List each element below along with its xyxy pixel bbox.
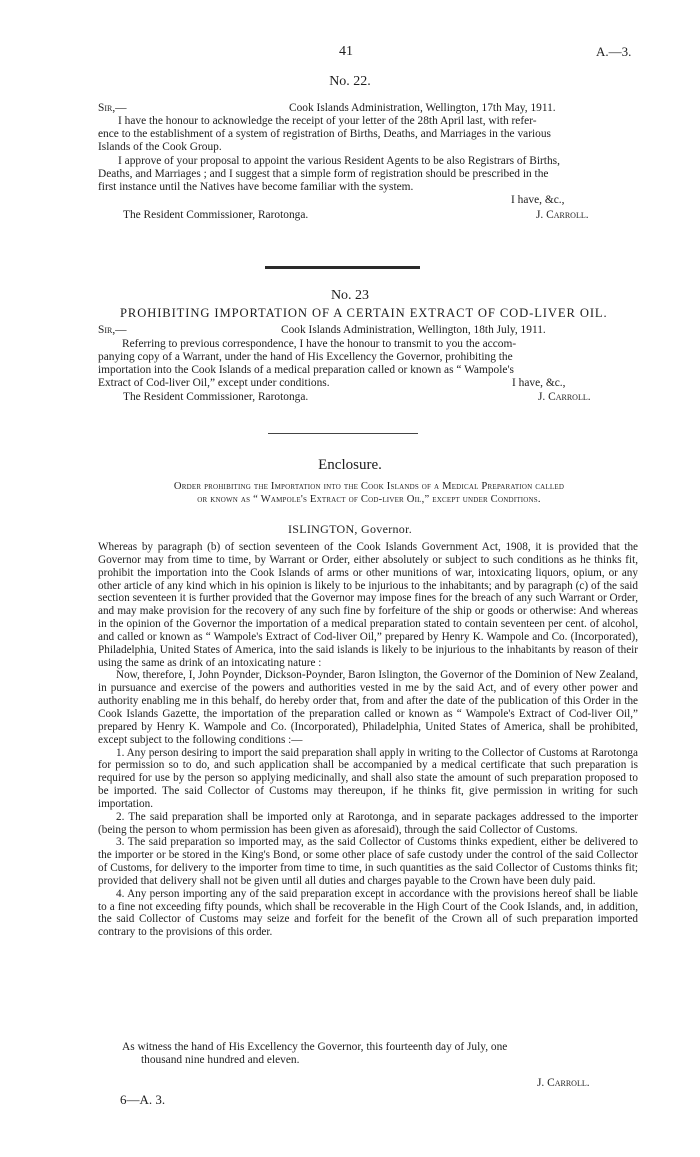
letter-22-line: ence to the establishment of a system of registration of Births, Deaths, and Marriages in the various <box>98 128 551 140</box>
letter-22-line: I have the honour to acknowledge the receipt of your letter of the 28th April last, with refer- <box>118 115 537 127</box>
order-recital-paragraph: Whereas by paragraph (b) of section seventeen of the Cook Islands Government Act, 1908, it is provided that the Governor may from time to time, by Warrant or Order, either absolutely or subject to such conditions as he thinks fit, prohibit the importation into the Cook Islands of arms or other munitions of war, intoxicating liquors, opium, or any other article of any kind which in his opinion is likely to be injurious to the inhabitants; and by paragraph (c) of the said section seventeen it is further provided that the Governor may impose fines for the breach of any such Warrant or Order, and may make provision for the recovery of any such fine by forfeiture of the ship or goods or otherwise: And whereas in the opinion of the Governor the importation of a medical preparation stated to contain seventeen per cent. of alcohol, and called or known as “ Wampole's Extract of Cod-liver Oil,” prepared by Henry K. Wampole and Co. (Incorporated), Philadelphia, United States of America, into the said islands is likely to be injurious to the inhabitants by reason of their using the same as drink of an intoxicating nature : <box>98 541 638 669</box>
witness-line-1: As witness the hand of His Excellency the Governor, this fourteenth day of July, one <box>122 1041 508 1053</box>
letter-22-recipient: The Resident Commissioner, Rarotonga. <box>123 209 309 221</box>
sheet-reference: 6—A. 3. <box>120 1092 166 1107</box>
letter-23-line: Referring to previous correspondence, I have the honour to transmit to you the accom- <box>122 338 517 350</box>
governor-line: ISLINGTON, Governor. <box>287 522 413 536</box>
letter-22-line: I approve of your proposal to appoint the various Resident Agents to be also Registrars of Births, <box>118 155 560 167</box>
letter-23-recipient: The Resident Commissioner, Rarotonga. <box>123 391 309 403</box>
order-condition-3: 3. The said preparation so imported may, as the said Collector of Customs thinks expedient, either be delivered to the importer or be stored in the King's Bond, or some other place of safe custody under the control of the said Collector of Customs, for delivery to the importer from time to time, in such quantities as the said Collector of Customs thinks fit; provided that delivery shall not be given until all duties and charges payable to the Crown have been duly paid. <box>98 836 638 887</box>
letter-23-closing: I have, &c., <box>512 377 566 389</box>
order-condition-1: 1. Any person desiring to import the said preparation shall apply in writing to the Collector of Customs at Rarotonga for permission so to do, and such application shall be accompanied by a medical certificate that such preparation is required for use by the person so applying medicinally, and shall also state the amount of such preparation proposed to be imported. The said Collector of Customs may thereupon, if he thinks fit, give permission in writing for such importation. <box>98 746 638 810</box>
letter-22-address: Cook Islands Administration, Wellington, 17th May, 1911. <box>289 102 556 114</box>
letter-22-signature: J. Carroll. <box>536 209 589 221</box>
page-number: 41 <box>339 44 353 59</box>
letter-22-line: first instance until the Natives have become familiar with the system. <box>98 181 414 193</box>
letter-23-salutation: Sir,— <box>98 324 127 336</box>
letter-23-number: No. 23 <box>330 288 370 303</box>
order-heading-line-2: or known as “ Wampole's Extract of Cod-liver Oil,” except under Conditions. <box>197 494 541 505</box>
letter-23-signature: J. Carroll. <box>538 391 591 403</box>
letter-23-line: importation into the Cook Islands of a medical preparation called or known as “ Wampole's <box>98 364 514 376</box>
letter-23-heading: PROHIBITING IMPORTATION OF A CERTAIN EXTRACT OF COD-LIVER OIL. <box>120 306 608 320</box>
letter-22-salutation: Sir,— <box>98 102 127 114</box>
section-divider <box>268 433 418 434</box>
letter-23-address: Cook Islands Administration, Wellington, 18th July, 1911. <box>281 324 546 336</box>
enclosure-signature: J. Carroll. <box>537 1077 590 1089</box>
section-divider <box>265 266 420 269</box>
order-body <box>98 541 638 939</box>
order-condition-4: 4. Any person importing any of the said preparation except in accordance with the provisions hereof shall be liable to a fine not exceeding fifty pounds, which shall be recoverable in the High Court of the Cook Islands, and, in addition, the said Collector of Customs may seize and forfeit for the benefit of the Crown all of such preparation imported contrary to the provisions of this order. <box>98 887 638 939</box>
letter-22-number: No. 22. <box>329 74 371 89</box>
letter-22-line: Deaths, and Marriages ; and I suggest that a simple form of registration should be prescribed in the <box>98 168 549 180</box>
witness-line-2: thousand nine hundred and eleven. <box>141 1054 300 1066</box>
enclosure-title: Enclosure. <box>318 457 382 473</box>
letter-23-line: panying copy of a Warrant, under the hand of His Excellency the Governor, prohibiting the <box>98 351 513 363</box>
order-heading-line-1: Order prohibiting the Importation into the Cook Islands of a Medical Preparation called <box>173 481 565 492</box>
letter-22-line: Islands of the Cook Group. <box>98 141 222 153</box>
order-condition-2: 2. The said preparation shall be imported only at Rarotonga, and in separate packages addressed to the importer (being the person to whom permission has been given as aforesaid), through the said Collector of Customs. <box>98 810 638 836</box>
order-operative-paragraph: Now, therefore, I, John Poynder, Dickson-Poynder, Baron Islington, the Governor of the Dominion of New Zealand, in pursuance and exercise of the powers and authorities vested in me by the said Act, and of every other power and authority enabling me in this behalf, do hereby order that, from and after the date of the publication of this Order in the Cook Islands Gazette, the importation of the preparation called or known as “ Wampole's Extract of Cod-liver Oil,” prepared by Henry K. Wampole and Co. (Incorporated), Philadelphia, United States of America, shall be prohibited, except subject to the following conditions :— <box>98 669 638 746</box>
letter-23-line: Extract of Cod-liver Oil,” except under conditions. <box>98 377 330 389</box>
letter-22-closing: I have, &c., <box>511 194 565 206</box>
document-reference: A.—3. <box>596 44 632 59</box>
